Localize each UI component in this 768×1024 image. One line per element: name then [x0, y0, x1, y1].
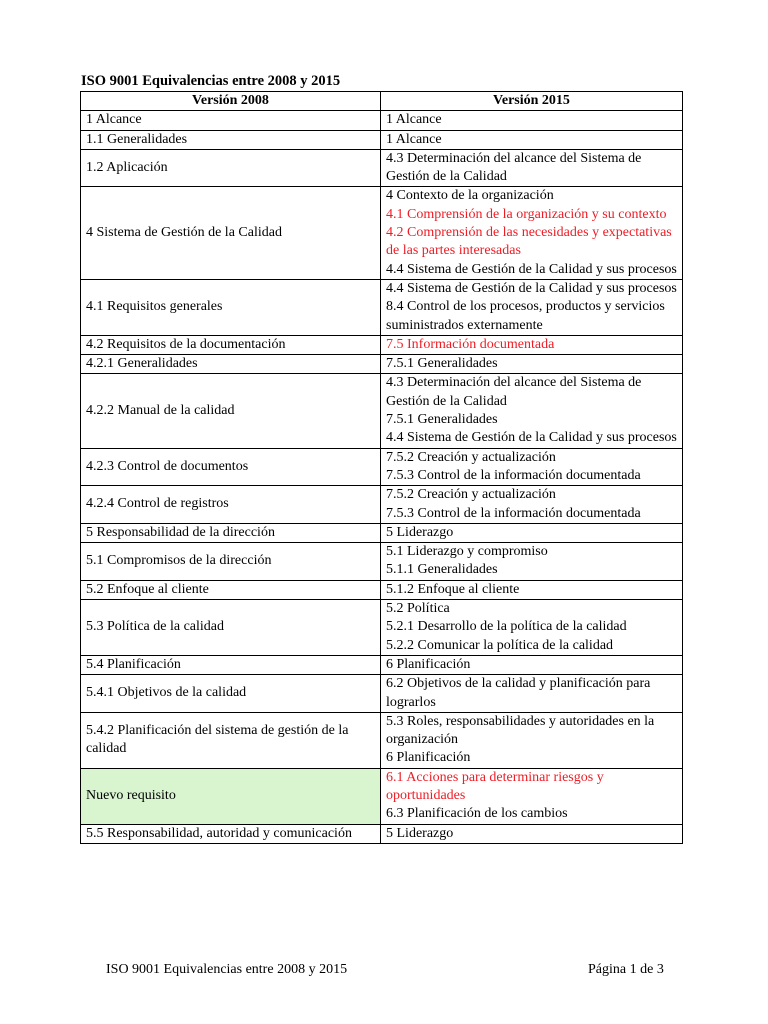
- table-row: [81, 149, 683, 187]
- cell-version-2008: 4.2.2 Manual de la calidad: [81, 374, 381, 448]
- document-title: ISO 9001 Equivalencias entre 2008 y 2015: [81, 73, 341, 89]
- clause-line: 5.2.1 Desarrollo de la política de la calidad: [386, 619, 627, 635]
- clause-line: 4.1 Comprensión de la organización y su contexto: [386, 206, 667, 222]
- cell-version-2015: [381, 600, 683, 656]
- table-row: [81, 448, 683, 486]
- clause-line: 7.5.2 Creación y actualización: [386, 487, 556, 503]
- clause-line: 4.4 Sistema de Gestión de la Calidad y sus procesos: [386, 430, 677, 446]
- cell-version-2015: [381, 279, 683, 335]
- cell-version-2015: [381, 768, 683, 824]
- table-body: [81, 111, 683, 844]
- cell-version-2008: 1.2 Aplicación: [81, 149, 381, 187]
- clause-line: 4.4 Sistema de Gestión de la Calidad y sus procesos: [386, 280, 677, 296]
- cell-version-2008: 4.2 Requisitos de la documentación: [81, 335, 381, 354]
- clause-line: 6 Planificación: [386, 656, 471, 672]
- clause-line: 5.2.2 Comunicar la política de la calidad: [386, 637, 614, 653]
- cell-version-2008: 5.4.1 Objetivos de la calidad: [81, 675, 381, 713]
- header-version-2008: Versión 2008: [81, 92, 381, 111]
- cell-version-2015: [381, 448, 683, 486]
- cell-version-2008: 5 Responsabilidad de la dirección: [81, 523, 381, 542]
- clause-line: 4.3 Determinación del alcance del Sistema de Gestión de la Calidad: [386, 150, 642, 185]
- cell-version-2008: 4.1 Requisitos generales: [81, 279, 381, 335]
- clause-line: 6.3 Planificación de los cambios: [386, 806, 568, 822]
- table-row: [81, 111, 683, 130]
- cell-version-2008: 5.5 Responsabilidad, autoridad y comunicación: [81, 824, 381, 843]
- clause-line: 6 Planificación: [386, 750, 471, 766]
- cell-version-2008: 1 Alcance: [81, 111, 381, 130]
- cell-version-2008: 5.1 Compromisos de la dirección: [81, 543, 381, 581]
- clause-line: 6.1 Acciones para determinar riesgos y oportunidades: [386, 769, 604, 803]
- cell-version-2008: Nuevo requisito: [81, 768, 381, 824]
- table-row: [81, 355, 683, 374]
- table-row: [81, 675, 683, 713]
- clause-line: 4.4 Sistema de Gestión de la Calidad y sus procesos: [386, 261, 677, 277]
- cell-version-2008: 4.2.1 Generalidades: [81, 355, 381, 374]
- table-row: [81, 374, 683, 448]
- page-number: Página 1 de 3: [588, 962, 664, 977]
- cell-version-2008: 4.2.4 Control de registros: [81, 486, 381, 524]
- clause-line: 7.5.1 Generalidades: [386, 412, 498, 428]
- clause-line: 5 Liderazgo: [386, 825, 454, 841]
- clause-line: 4.2 Comprensión de las necesidades y expectativas de las partes interesadas: [386, 225, 672, 259]
- cell-version-2015: [381, 580, 683, 599]
- cell-version-2015: [381, 335, 683, 354]
- clause-line: 6.2 Objetivos de la calidad y planificación para lograrlos: [386, 676, 651, 710]
- clause-line: 5.1.1 Generalidades: [386, 562, 498, 578]
- table-row: [81, 580, 683, 599]
- clause-line: 4 Contexto de la organización: [386, 188, 554, 204]
- cell-version-2015: [381, 111, 683, 130]
- table-row: [81, 655, 683, 674]
- table-row: [81, 523, 683, 542]
- cell-version-2008: 5.4.2 Planificación del sistema de gestión de la calidad: [81, 712, 381, 768]
- cell-version-2015: [381, 486, 683, 524]
- table-row: [81, 130, 683, 149]
- cell-version-2015: [381, 355, 683, 374]
- table-row: [81, 279, 683, 335]
- clause-line: 5.1 Liderazgo y compromiso: [386, 544, 548, 560]
- table-row: [81, 712, 683, 768]
- clause-line: 7.5.2 Creación y actualización: [386, 449, 556, 465]
- table-row: [81, 543, 683, 581]
- cell-version-2015: [381, 712, 683, 768]
- clause-line: 7.5 Información documentada: [386, 336, 555, 352]
- table-row: [81, 768, 683, 824]
- cell-version-2015: [381, 523, 683, 542]
- cell-version-2015: [381, 543, 683, 581]
- table-row: [81, 187, 683, 279]
- cell-version-2008: 4.2.3 Control de documentos: [81, 448, 381, 486]
- clause-line: 8.4 Control de los procesos, productos y servicios suministrados externamente: [386, 299, 665, 333]
- table-row: [81, 335, 683, 354]
- equivalence-table: [80, 91, 683, 844]
- clause-line: 7.5.3 Control de la información documentada: [386, 467, 641, 483]
- cell-version-2008: 4 Sistema de Gestión de la Calidad: [81, 187, 381, 279]
- cell-version-2008: 5.3 Política de la calidad: [81, 600, 381, 656]
- cell-version-2015: [381, 187, 683, 279]
- table-header-row: [81, 92, 683, 111]
- cell-version-2015: [381, 675, 683, 713]
- cell-version-2015: [381, 374, 683, 448]
- clause-line: 5 Liderazgo: [386, 524, 454, 540]
- cell-version-2015: [381, 130, 683, 149]
- cell-version-2008: 5.4 Planificación: [81, 655, 381, 674]
- clause-line: 5.2 Política: [386, 601, 450, 617]
- clause-line: 1 Alcance: [386, 131, 442, 147]
- clause-line: 5.3 Roles, responsabilidades y autoridades en la organización: [386, 713, 655, 748]
- clause-line: 7.5.1 Generalidades: [386, 356, 498, 372]
- clause-line: 7.5.3 Control de la información documentada: [386, 505, 641, 521]
- table-row: [81, 824, 683, 843]
- table-row: [81, 600, 683, 656]
- clause-line: 5.1.2 Enfoque al cliente: [386, 581, 520, 597]
- clause-line: 4.3 Determinación del alcance del Sistema de Gestión de la Calidad: [386, 375, 642, 409]
- footer-title: ISO 9001 Equivalencias entre 2008 y 2015: [106, 962, 348, 977]
- cell-version-2008: 5.2 Enfoque al cliente: [81, 580, 381, 599]
- table-row: [81, 486, 683, 524]
- cell-version-2015: [381, 149, 683, 187]
- cell-version-2015: [381, 655, 683, 674]
- header-version-2015: Versión 2015: [381, 92, 683, 111]
- clause-line: 1 Alcance: [386, 112, 442, 128]
- cell-version-2008: 1.1 Generalidades: [81, 130, 381, 149]
- cell-version-2015: [381, 824, 683, 843]
